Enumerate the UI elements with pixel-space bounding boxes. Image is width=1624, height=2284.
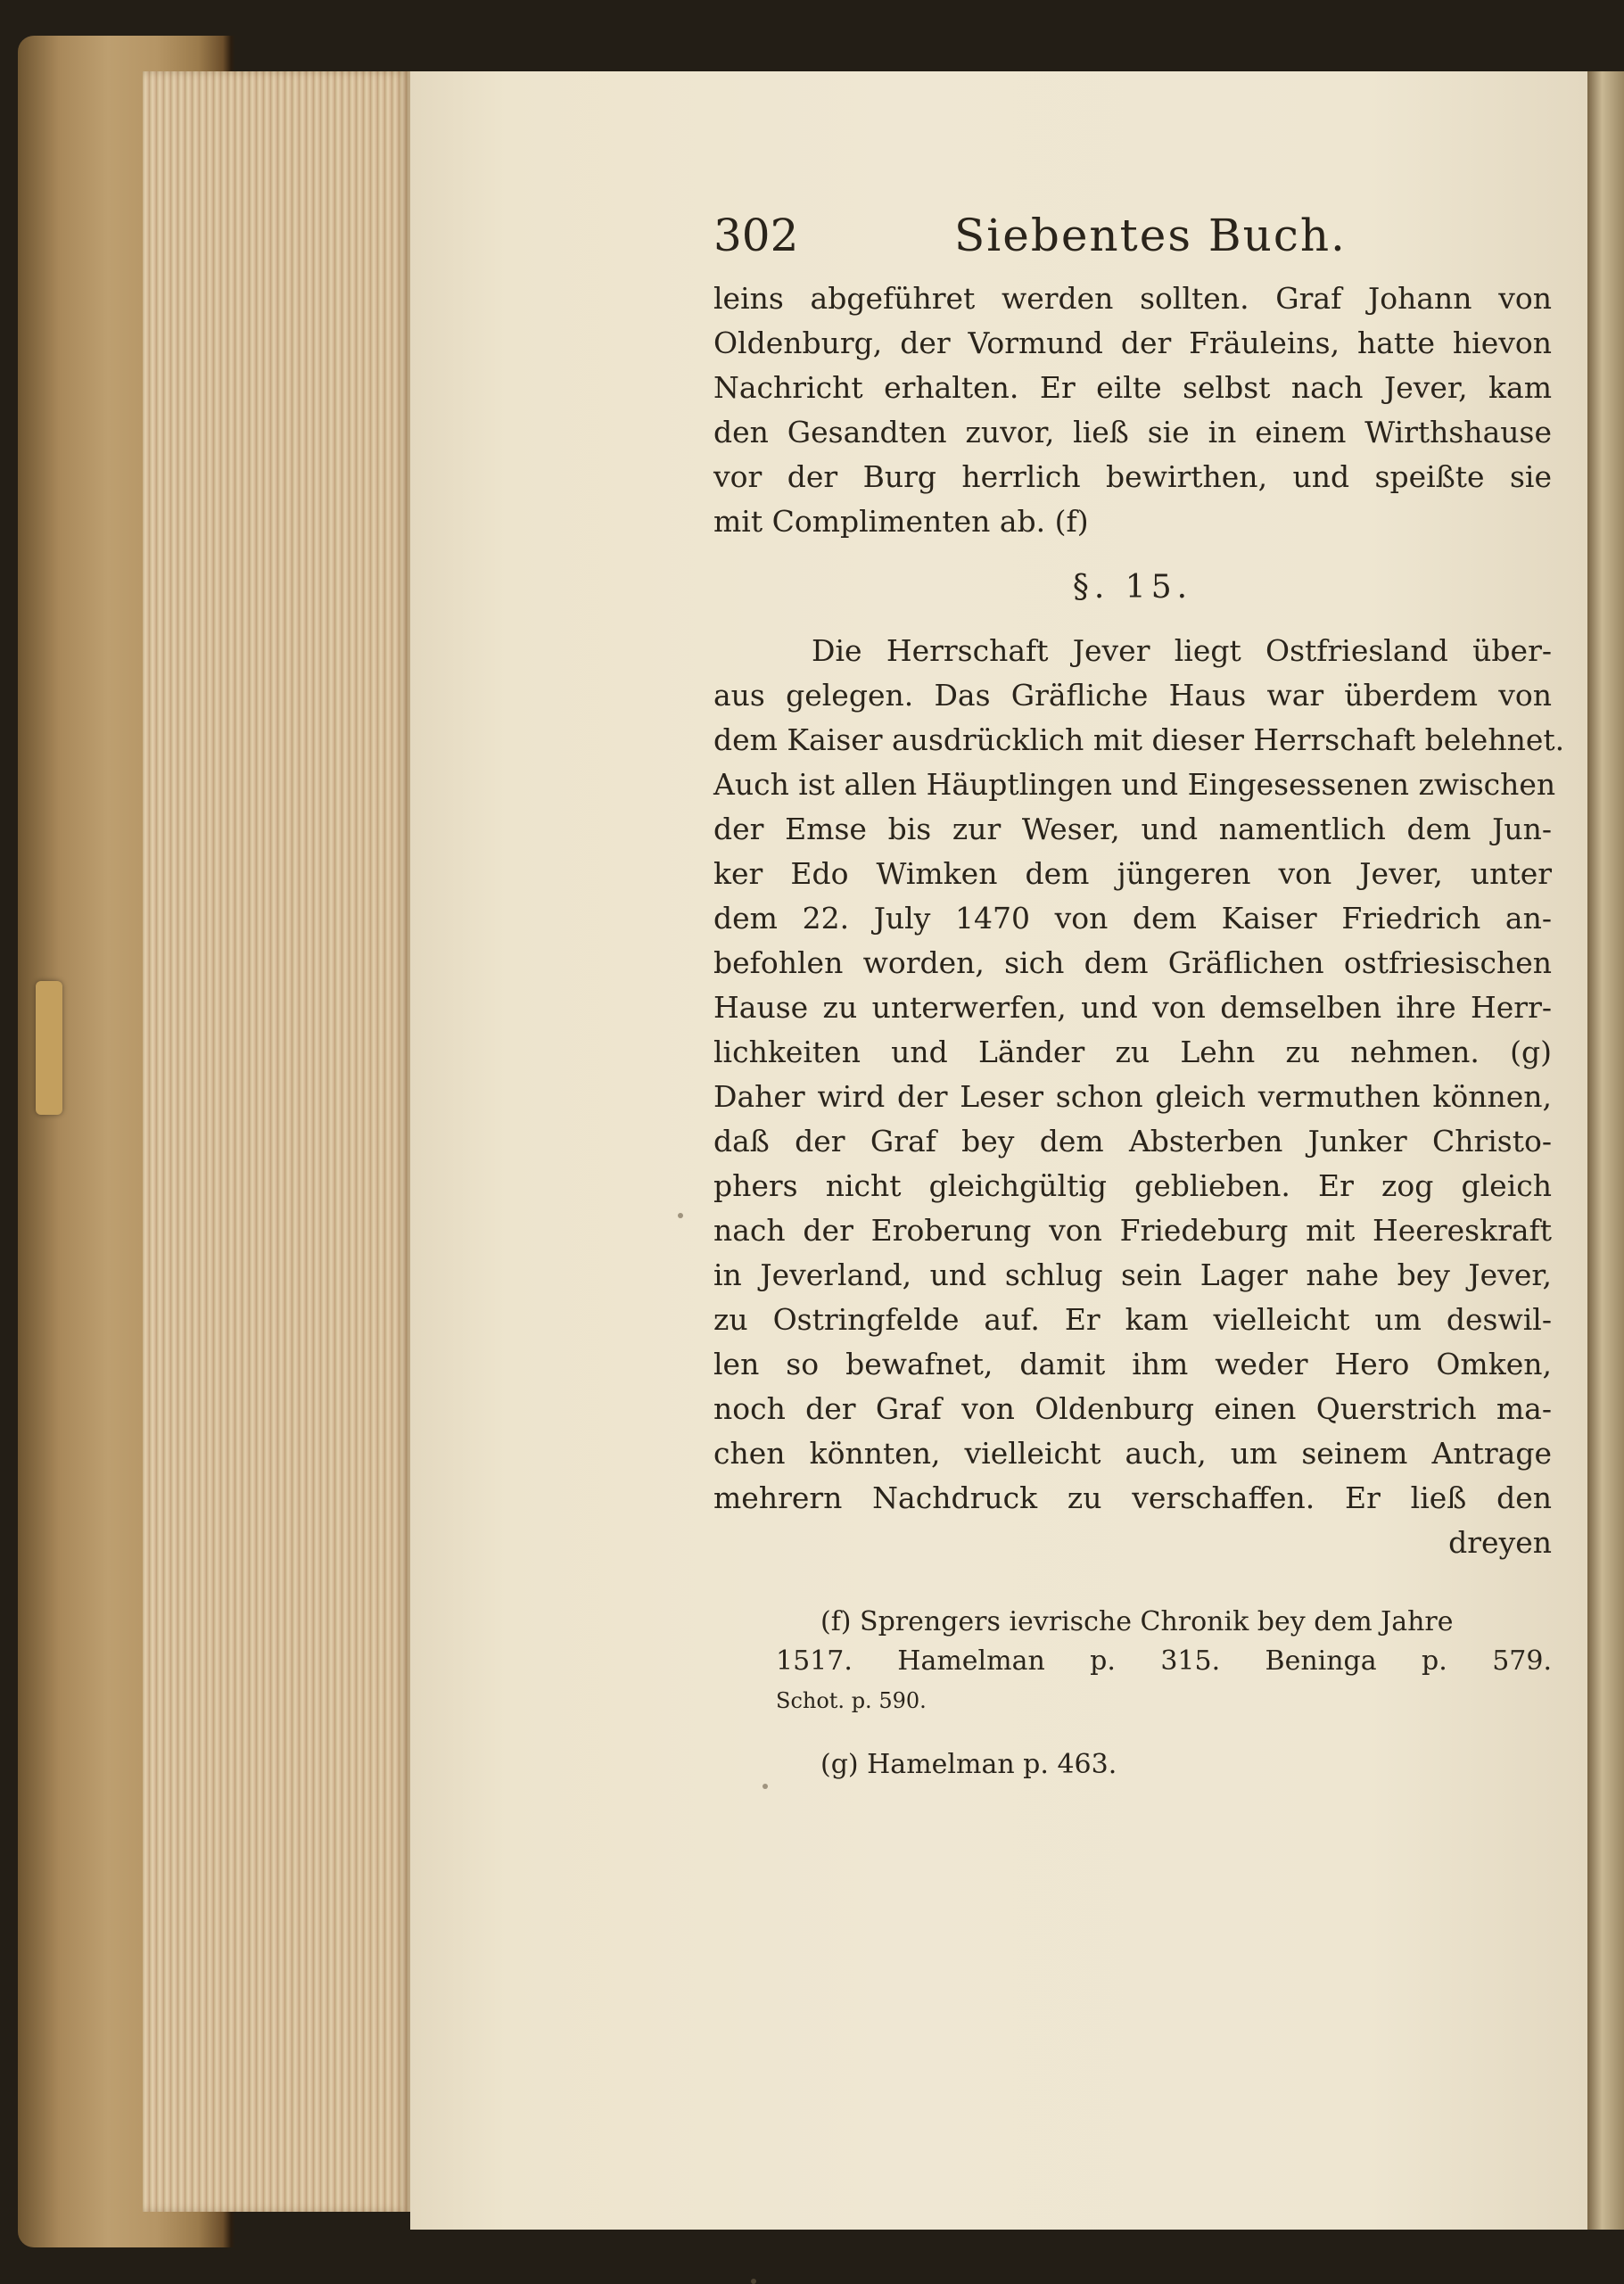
running-head: Siebentes Buch. [954,210,1347,261]
text-line: der Emse bis zur Weser, und namentlich dem Jun- [713,812,1552,846]
facing-page-edge [1587,71,1624,2230]
text-line: phers nicht gleichgültig geblieben. Er zog gleich [713,1168,1552,1203]
text-line: lichkeiten und Länder zu Lehn zu nehmen. (g) [713,1035,1552,1069]
footnotes [713,1603,1552,1785]
text-line: Hause zu unterwerfen, und von demselben ihre Herr- [713,990,1552,1025]
text-line: Oldenburg, der Vormund der Fräuleins, hatte hievon [713,326,1552,360]
paragraph-2 [713,629,1565,1565]
text-line: in Jeverland, und schlug sein Lager nahe bey Jever, [713,1257,1552,1292]
text-line: befohlen worden, sich dem Gräflichen ostfriesischen [713,945,1552,980]
text-line: nach der Eroberung von Friedeburg mit Heereskraft [713,1213,1552,1248]
paragraph-1 [713,276,1552,544]
text-line: vor der Burg herrlich bewirthen, und speißte sie [713,459,1552,494]
text-line: dem 22. July 1470 von dem Kaiser Friedrich an- [713,901,1552,936]
page-edges [143,71,410,2212]
text-line: mehrern Nachdruck zu verschaffen. Er ließ den [713,1480,1552,1515]
text-line: den Gesandten zuvor, ließ sie in einem Wirthshause [713,415,1552,449]
text-line: mit Complimenten ab. (f) [713,504,1089,539]
catchword: dreyen [1448,1525,1552,1560]
text-line: Die Herrschaft Jever liegt Ostfriesland über- [812,633,1552,668]
text-line: dem Kaiser ausdrücklich mit dieser Herrschaft belehnet. [713,722,1565,757]
spacer [713,1565,1552,1603]
footnote-f-continued: Schot. p. 590. [776,1688,927,1713]
text-line: chen könnten, vielleicht auch, um seinem Antrage [713,1436,1552,1471]
text-line: aus gelegen. Das Gräfliche Haus war überdem von [713,678,1552,713]
ink-speck [751,2279,756,2284]
section-heading: §. 15. [1072,569,1193,606]
text-line: leins abgeführet werden sollten. Graf Johann von [713,281,1552,316]
text-line: Auch ist allen Häuptlingen und Eingesessenen zwischen [713,767,1556,802]
text-line: daß der Graf bey dem Absterben Junker Christo- [713,1124,1552,1158]
ink-speck [763,1784,768,1789]
text-line: zu Ostringfelde auf. Er kam vielleicht um deswil- [713,1302,1552,1337]
text-line: Daher wird der Leser schon gleich vermuthen können, [713,1079,1552,1114]
text-line: len so bewafnet, damit ihm weder Hero Omken, [713,1347,1552,1381]
book-clasp [36,981,62,1115]
footnote-f-continued: 1517. Hamelman p. 315. Beninga p. 579. [776,1645,1552,1677]
footnote-g: (g) Hamelman p. 463. [820,1749,1117,1780]
page-header [713,210,1552,276]
footnote-f: (f) Sprengers ievrische Chronik bey dem Jahre [820,1606,1454,1637]
ink-speck [678,1213,683,1218]
text-line: ker Edo Wimken dem jüngeren von Jever, unter [713,856,1552,891]
text-line: Nachricht erhalten. Er eilte selbst nach Jever, kam [713,370,1552,405]
page-text-block [713,210,1565,1785]
page-number: 302 [713,210,799,261]
text-line: noch der Graf von Oldenburg einen Querstrich ma- [713,1391,1552,1426]
